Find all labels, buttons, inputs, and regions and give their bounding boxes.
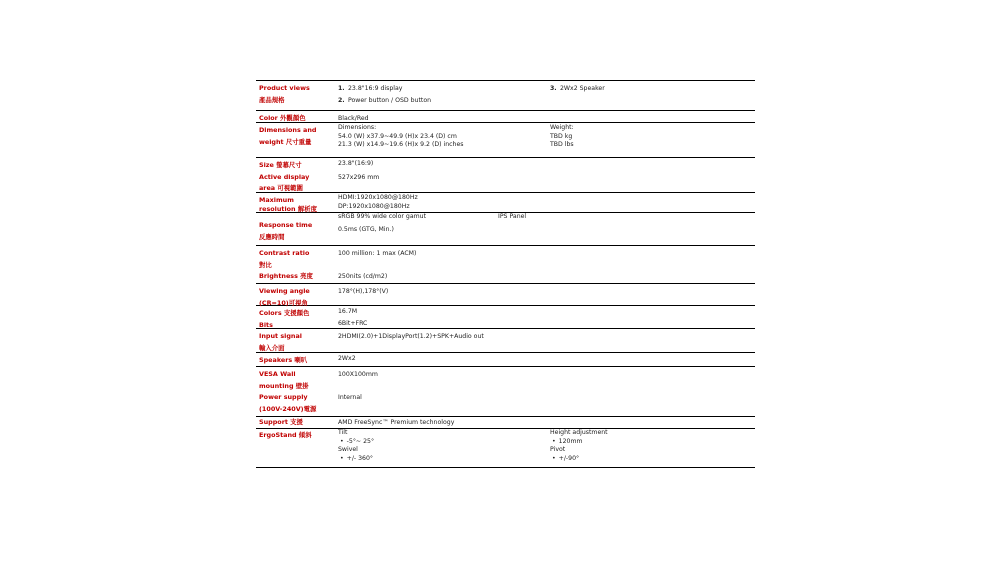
label-speakers: Speakers 喇叭	[259, 356, 308, 364]
weight-column	[550, 124, 574, 150]
label-colors: Colors 支援顏色	[259, 309, 310, 317]
dimensions-title: Dimensions:	[338, 124, 377, 131]
label-input-signal: Input signal	[259, 332, 302, 340]
label-viewing-angle: Viewing angle	[259, 287, 310, 295]
list-item	[338, 438, 755, 447]
row-value	[336, 213, 755, 245]
label-vesa: VESA Wall	[259, 370, 296, 378]
label-input-signal-cn: 輸入介面	[259, 343, 285, 352]
weight-title: Weight:	[550, 124, 574, 131]
list-item	[338, 455, 755, 464]
label-ergostand: ErgoStand 傾斜	[259, 431, 312, 439]
row-label	[256, 123, 336, 157]
swivel-value: • +/- 360°	[338, 455, 373, 462]
label-viewing-angle-cn: (CR=10)可視角	[259, 298, 308, 307]
height-value: • 120mm	[550, 438, 583, 445]
value-active-area: 527x296 mm	[338, 173, 380, 181]
item-text: Power button / OSD button	[348, 96, 432, 104]
label-weight: weight 尺寸重量	[259, 137, 312, 146]
value-brightness: 250nits (cd/m2)	[338, 273, 388, 281]
height-title: Height adjustment	[550, 429, 608, 436]
item-number: 2.	[338, 96, 345, 104]
row-size	[256, 157, 755, 192]
label-power-range: (100V-240V)電源	[259, 404, 317, 413]
label-area: area 可視範圍	[259, 184, 303, 193]
label-contrast: Contrast ratio	[259, 249, 310, 257]
value-dp-resolution: DP:1920x1080@180Hz	[338, 202, 410, 210]
label-power-supply: Power supply	[259, 393, 308, 402]
row-value	[336, 417, 755, 428]
row-support	[256, 416, 755, 428]
value-size: 23.8"(16:9)	[338, 160, 374, 167]
row-value	[336, 429, 755, 467]
row-label	[256, 111, 336, 122]
row-value	[336, 367, 755, 416]
row-product-views	[256, 81, 755, 110]
row-max-resolution	[256, 192, 755, 212]
label-mounting: mounting 壁掛	[259, 381, 309, 390]
row-input-signal	[256, 328, 755, 352]
row-response-time	[256, 212, 755, 245]
dimensions-inches: 21.3 (W) x14.9~19.6 (H)x 9.2 (D) inches	[338, 141, 464, 149]
row-label	[256, 417, 336, 428]
row-value	[336, 329, 755, 352]
spec-table	[256, 80, 755, 468]
row-value	[336, 246, 755, 283]
row-value	[336, 306, 755, 328]
list-item	[338, 95, 755, 107]
tilt-title: Tilt	[338, 429, 348, 436]
weight-lbs: TBD lbs	[550, 141, 574, 149]
value-power-supply: Internal	[338, 394, 362, 402]
row-label	[256, 306, 336, 328]
item-number: 3.	[550, 85, 557, 92]
row-label	[256, 81, 336, 110]
value-viewing-angle: 178°(H),178°(V)	[338, 288, 389, 295]
row-label	[256, 213, 336, 245]
value-color: Black/Red	[338, 115, 369, 122]
row-dimensions	[256, 122, 755, 157]
row-colors	[256, 305, 755, 328]
height-pivot-column	[550, 429, 608, 463]
value-input-signal: 2HDMI(2.0)+1DisplayPort(1.2)+SPK+Audio out	[338, 333, 484, 340]
row-viewing-angle	[256, 283, 755, 305]
row-ergostand	[256, 428, 755, 467]
row-label	[256, 329, 336, 352]
label-support: Support 支援	[259, 418, 303, 426]
list-item	[550, 455, 608, 464]
value-vesa: 100X100mm	[338, 371, 378, 378]
row-value	[336, 111, 755, 122]
list-item	[550, 83, 605, 95]
value-speakers: 2Wx2	[338, 355, 356, 362]
row-value	[336, 158, 755, 192]
label-contrast-cn: 對比	[259, 260, 272, 269]
label-color: Color 外觀顏色	[259, 114, 306, 122]
weight-kg: TBD kg	[550, 132, 573, 140]
label-maximum: Maximum	[259, 196, 294, 204]
row-value	[336, 81, 755, 110]
value-bits: 6Bit+FRC	[338, 319, 368, 327]
row-label	[256, 158, 336, 192]
list-item	[338, 83, 755, 95]
tilt-value: • -5°~ 25°	[338, 438, 374, 445]
row-label	[256, 246, 336, 283]
label-response-time-cn: 反應時間	[259, 232, 285, 241]
row-label	[256, 193, 336, 212]
item-number: 1.	[338, 85, 345, 92]
pivot-value: • +/-90°	[550, 455, 579, 462]
value-hdmi-resolution: HDMI:1920x1080@180Hz	[338, 194, 418, 201]
label-resolution: resolution 解析度	[259, 204, 318, 213]
value-gamut: sRGB 99% wide color gamut	[338, 213, 427, 220]
row-color	[256, 110, 755, 122]
label-dimensions: Dimensions and	[259, 126, 317, 134]
row-label	[256, 284, 336, 305]
item-text: 2Wx2 Speaker	[560, 85, 605, 92]
row-label	[256, 367, 336, 416]
list-item	[550, 438, 608, 447]
label-active-display: Active display	[259, 172, 310, 181]
label-product-views: Product views	[259, 84, 310, 92]
row-contrast	[256, 245, 755, 283]
pivot-title: Pivot	[550, 446, 566, 454]
row-label	[256, 429, 336, 467]
dimensions-cm: 54.0 (W) x37.9~49.9 (H)x 23.4 (D) cm	[338, 132, 457, 140]
label-product-views-cn: 產品規格	[259, 95, 285, 104]
item-text: 23.8"16:9 display	[348, 85, 403, 92]
label-bits: Bits	[259, 320, 273, 329]
row-speakers	[256, 352, 755, 366]
row-vesa-power	[256, 366, 755, 416]
label-response-time: Response time	[259, 221, 313, 229]
row-value	[336, 123, 755, 157]
swivel-title: Swivel	[338, 446, 358, 454]
label-brightness: Brightness 亮度	[259, 272, 313, 281]
label-size: Size 螢幕尺寸	[259, 161, 302, 169]
row-value	[336, 353, 755, 366]
value-panel: IPS Panel	[498, 213, 527, 220]
gamut-line	[338, 213, 755, 224]
row-value	[336, 284, 755, 305]
value-contrast: 100 million: 1 max (ACM)	[338, 250, 417, 257]
value-support: AMD FreeSync™ Premium technology	[338, 419, 455, 426]
value-response-time: 0.5ms (GTG, Min.)	[338, 226, 394, 233]
row-label	[256, 353, 336, 366]
row-value	[336, 193, 755, 212]
value-colors: 16.7M	[338, 308, 358, 315]
